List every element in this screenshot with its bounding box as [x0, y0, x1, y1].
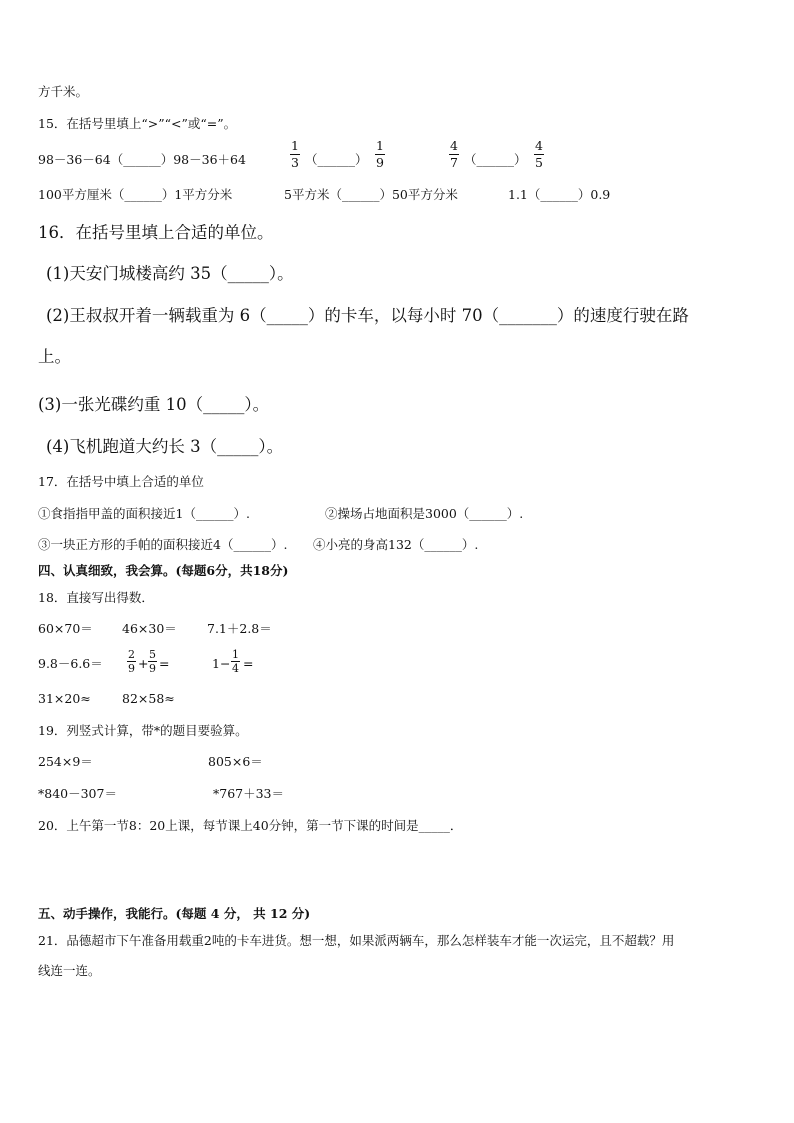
q16-title: 16．在括号里填上合适的单位。 [38, 223, 274, 242]
q16-item-3: (3)一张光碟约重 10（_____）。 [38, 395, 270, 414]
q18-expr-2: 46×30＝ [122, 621, 177, 636]
fraction-denominator: 9 [149, 662, 156, 675]
q18-expr-5-plus: + [138, 656, 149, 671]
q18-expr-7: 31×20≈ [38, 691, 91, 706]
q18-expr-4: 9.8－6.6＝ [38, 656, 103, 671]
q16-item-4: (4)飞机跑道大约长 3（_____）。 [46, 437, 284, 456]
q18-expr-6-equals: = [243, 656, 254, 671]
q19-expr-3: *840－307＝ [38, 786, 117, 801]
q17-title: 17．在括号中填上合适的单位 [38, 474, 204, 489]
section-4-heading: 四、认真细致，我会算。(每题6分，共18分) [38, 563, 289, 578]
q15-blank-b[interactable]: （______） [464, 152, 527, 167]
q20-text: 20．上午第一节8：20上课，每节课上40分钟，第一节下课的时间是_____． [38, 818, 463, 833]
q15-row2-b: 5平方米（______）50平方分米 [284, 187, 458, 202]
fraction-numerator: 1 [291, 138, 299, 153]
q15-title: 15．在括号里填上“>”“<”或“=”。 [38, 116, 237, 131]
q18-title: 18．直接写出得数． [38, 590, 154, 605]
q17-item-c: ③一块正方形的手帕的面积接近4（______）. [38, 537, 288, 552]
q18-expr-6-fraction [231, 649, 240, 674]
fraction-numerator: 4 [450, 138, 458, 153]
fraction-numerator: 1 [232, 648, 239, 661]
q18-expr-5-fraction-b [148, 649, 157, 674]
fraction-numerator: 5 [149, 648, 156, 661]
q19-expr-4: *767＋33＝ [213, 786, 285, 801]
section-5-heading: 五、动手操作，我能行。(每题 4 分， 共 12 分) [38, 906, 311, 921]
q15-row1-left: 98－36－64（______）98－36＋64 [38, 152, 246, 167]
q21-line-1: 21．品德超市下午准备用载重2吨的卡车进货。想一想，如果派两辆车，那么怎样装车才能一次运完，且不超载？用 [38, 933, 675, 948]
q18-expr-5-equals: = [159, 656, 170, 671]
fraction-denominator: 9 [128, 662, 135, 675]
q17-item-d: ④小亮的身高132（______）. [313, 537, 479, 552]
fraction-denominator: 3 [291, 155, 299, 170]
q16-item-2-line2: 上。 [38, 347, 71, 366]
q18-expr-6-prefix: 1− [212, 656, 231, 671]
q15-fraction-1 [290, 139, 300, 170]
q16-item-1: (1)天安门城楼高约 35（_____）。 [46, 264, 294, 283]
q15-blank-a[interactable]: （______） [305, 152, 368, 167]
q18-expr-8: 82×58≈ [122, 691, 175, 706]
q15-fraction-4 [534, 139, 544, 170]
q18-expr-3: 7.1＋2.8＝ [207, 621, 272, 636]
q18-expr-1: 60×70＝ [38, 621, 93, 636]
q19-expr-1: 254×9＝ [38, 754, 93, 769]
fraction-denominator: 4 [232, 662, 239, 675]
fraction-numerator: 1 [376, 138, 384, 153]
fraction-numerator: 4 [535, 138, 543, 153]
q15-row2-a: 100平方厘米（______）1平方分米 [38, 187, 233, 202]
q15-row2-c: 1.1（______）0.9 [508, 187, 611, 202]
fraction-numerator: 2 [128, 648, 135, 661]
q15-fraction-2 [375, 139, 385, 170]
q18-expr-5-fraction-a [127, 649, 136, 674]
q17-item-b: ②操场占地面积是3000（______）. [325, 506, 524, 521]
q21-line-2: 线连一连。 [38, 963, 101, 978]
q15-fraction-3 [449, 139, 459, 170]
fraction-denominator: 5 [535, 155, 543, 170]
q16-item-2-line1: (2)王叔叔开着一辆载重为 6（_____）的卡车，以每小时 70（_______）的速度行驶在路 [46, 306, 689, 325]
fraction-denominator: 9 [376, 155, 384, 170]
q19-expr-2: 805×6＝ [208, 754, 263, 769]
fraction-denominator: 7 [450, 155, 458, 170]
q19-title: 19．列竖式计算，带*的题目要验算。 [38, 723, 248, 738]
q14-tail: 方千米。 [38, 84, 89, 99]
q17-item-a: ①食指指甲盖的面积接近1（______）. [38, 506, 250, 521]
